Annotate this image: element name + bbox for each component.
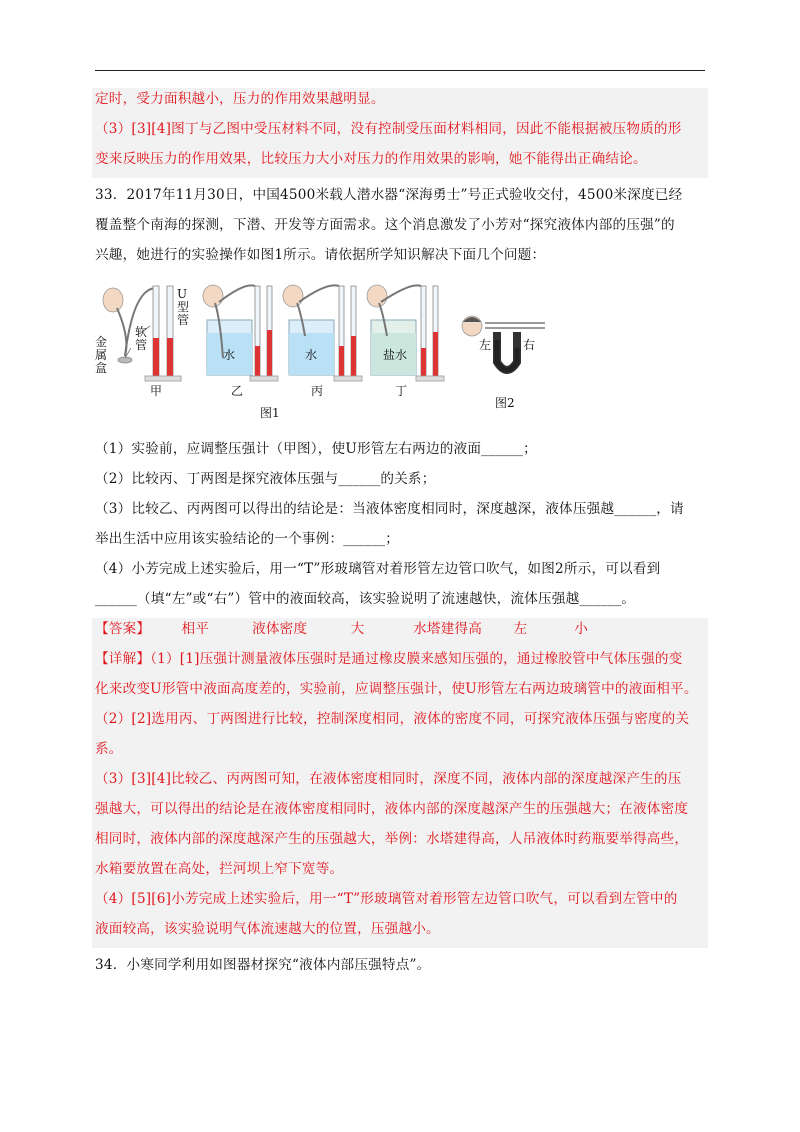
label-u-tube: U型管 <box>177 287 190 327</box>
apparatus-yi <box>203 285 278 381</box>
detail-line-5: （3）[3][4]比较乙、丙两图可知，在液体密度相同时，深度不同，液体内部的深度越深产生的压 <box>92 768 708 798</box>
answer-3: 大 <box>350 621 365 637</box>
experiment-figure <box>95 278 705 428</box>
detail-line-3: （2）[2]选用丙、丁两图进行比较，控制深度相同，液体的密度不同，可探究液体压强与密度的关 <box>92 708 708 738</box>
page-content <box>95 88 705 984</box>
answer-5: 左 <box>513 621 528 637</box>
prev-answer-line-1: 定时，受力面积越小，压力的作用效果越明显。 <box>92 88 708 118</box>
label-bing: 丙 <box>311 384 324 398</box>
answer-row <box>92 618 708 648</box>
detail-line-4: 系。 <box>92 738 708 768</box>
detail-line-7: 相同时，液体内部的深度越深产生的压强越大，举例：水塔建得高，人吊液体时药瓶要举得高些， <box>92 828 708 858</box>
q33-sub3-line2: 举出生活中应用该实验结论的一个事例：______； <box>95 531 400 547</box>
answer-1: 相平 <box>181 621 210 637</box>
label-water-yi: 水 <box>223 348 236 362</box>
q33-line-1: 33．2017年11月30日，中国4500米载人潜水器“深海勇士”号正式验收交付，4500米深度已经 <box>95 187 683 203</box>
detail-line-6: 强越大，可以得出的结论是在液体密度相同时，液体内部的深度越深产生的压强越大；在液体密度 <box>92 798 708 828</box>
answer-2: 液体密度 <box>252 621 308 637</box>
q33-sub1: （1）实验前，应调整压强计（甲图），使U形管左右两边的液面______； <box>95 441 537 457</box>
q34-line: 34．小寒同学利用如图器材探究“液体内部压强特点”。 <box>95 957 431 973</box>
detail-line-1: 【详解】（1）[1]压强计测量液体压强时是通过橡皮膜来感知压强的，通过橡胶管中气体压强的变 <box>92 648 708 678</box>
apparatus-bing <box>283 285 362 381</box>
detail-line-9: （4）[5][6]小芳完成上述实验后，用一“T”形玻璃管对着形管左边管口吹气，可以看到左管中的 <box>92 888 708 918</box>
header-rule <box>95 70 705 71</box>
answer-4: 水塔建得高 <box>413 621 483 637</box>
label-right: 右 <box>523 338 536 352</box>
detail-line-10: 液面较高，该实验说明气体流速越大的位置，压强越小。 <box>92 918 708 948</box>
caption-fig2: 图2 <box>495 396 515 410</box>
prev-answer-line-3: 变来反映压力的作用效果，比较压力大小对压力的作用效果的影响，她不能得出正确结论。 <box>92 148 708 178</box>
q33-sub4-line1: （4）小芳完成上述实验后，用一“T”形玻璃管对着形管左边管口吹气，如图2所示，可以看到 <box>95 561 661 577</box>
q33-sub2: （2）比较丙、丁两图是探究液体压强与______的关系； <box>95 471 436 487</box>
answer-6: 小 <box>574 621 588 637</box>
label-hose: 软管 <box>135 325 148 352</box>
prev-answer-line-2: （3）[3][4]图丁与乙图中受压材料不同，没有控制受压面材料相同，因此不能根据被压物质的形 <box>92 118 708 148</box>
label-ding: 丁 <box>395 384 408 398</box>
experiment-illustration <box>95 278 615 428</box>
label-salt-water: 盐水 <box>383 348 408 362</box>
q33-line-2: 覆盖整个南海的探测，下潜、开发等方面需求。这个消息激发了小芳对“探究液体内部的压强”的 <box>95 217 675 233</box>
q33-line-3: 兴趣，她进行的实验操作如图1所示。请依据所学知识解决下面几个问题： <box>95 247 546 263</box>
apparatus-ding <box>367 285 444 381</box>
detail-line-2: 化来改变U形管中液面高度差的，实验前，应调整压强计，使U形管左右两边玻璃管中的液面相平。 <box>92 678 708 708</box>
label-metal-box: 金属盒 <box>95 335 108 375</box>
label-water-bing: 水 <box>305 348 318 362</box>
q33-sub3-line1: （3）比较乙、丙两图可以得出的结论是：当液体密度相同时，深度越深，液体压强越______，请 <box>95 501 684 517</box>
detail-line-8: 水箱要放置在高处，拦河坝上窄下宽等。 <box>92 858 708 888</box>
label-jia: 甲 <box>150 384 163 398</box>
label-left: 左 <box>479 338 492 352</box>
label-yi: 乙 <box>231 384 244 398</box>
answer-tag: 【答案】 <box>95 621 151 637</box>
q33-sub4-line2: ______（填“左”或“右”）管中的液面较高，该实验说明了流速越快，流体压强越______。 <box>95 591 636 607</box>
caption-fig1: 图1 <box>260 406 280 420</box>
